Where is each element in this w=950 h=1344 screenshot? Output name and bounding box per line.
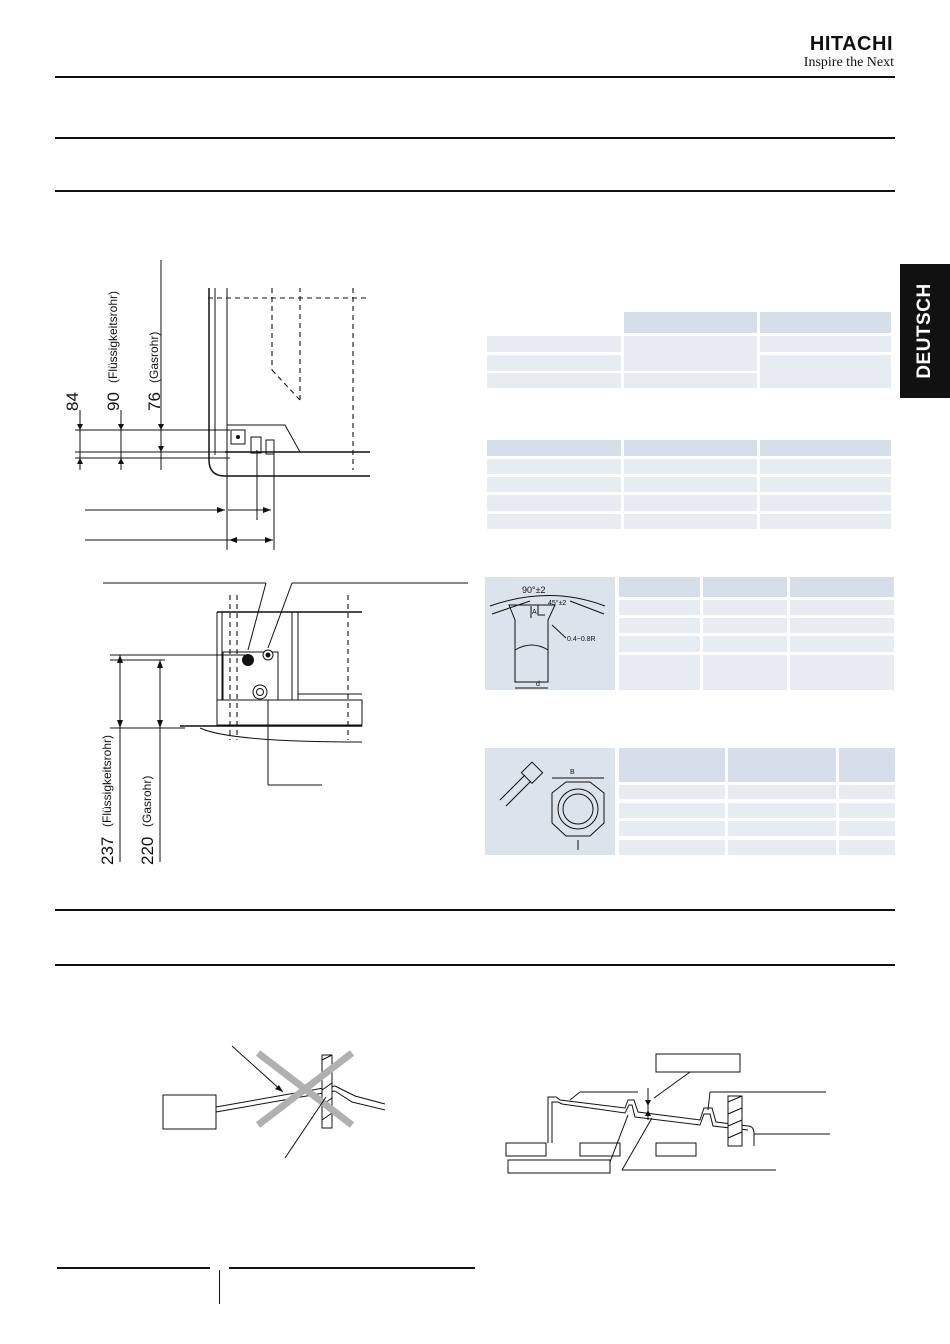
dim-220: 220	[138, 836, 157, 865]
nut-dim-b: B	[570, 769, 575, 776]
label-gas-pipe-side: (Gasrohr)	[140, 775, 154, 827]
flare-dim-a: A	[532, 609, 537, 616]
brand-tagline: Inspire the Next	[803, 55, 894, 70]
dim-84: 84	[63, 392, 82, 411]
dim-76: 76	[145, 392, 164, 411]
brand-logo: HITACHI	[809, 33, 893, 55]
language-tab-label: DEUTSCH	[914, 283, 935, 379]
footer-divider	[219, 1270, 220, 1304]
footer-rule-left	[57, 1267, 210, 1269]
footer-rule-right	[229, 1267, 475, 1269]
label-liquid-pipe-top: (Flüssigkeitsrohr)	[106, 290, 120, 383]
flare-radius-label: 0.4~0.8R	[567, 636, 596, 643]
flare-half-angle-label: 45°±2	[548, 600, 567, 607]
label-gas-pipe-top: (Gasrohr)	[147, 331, 161, 383]
dim-90: 90	[104, 392, 123, 411]
flare-dim-d: d	[536, 681, 540, 688]
dim-237: 237	[98, 836, 117, 865]
flare-angle-label: 90°±2	[522, 585, 546, 595]
label-liquid-pipe-side: (Flüssigkeitsrohr)	[100, 734, 114, 827]
